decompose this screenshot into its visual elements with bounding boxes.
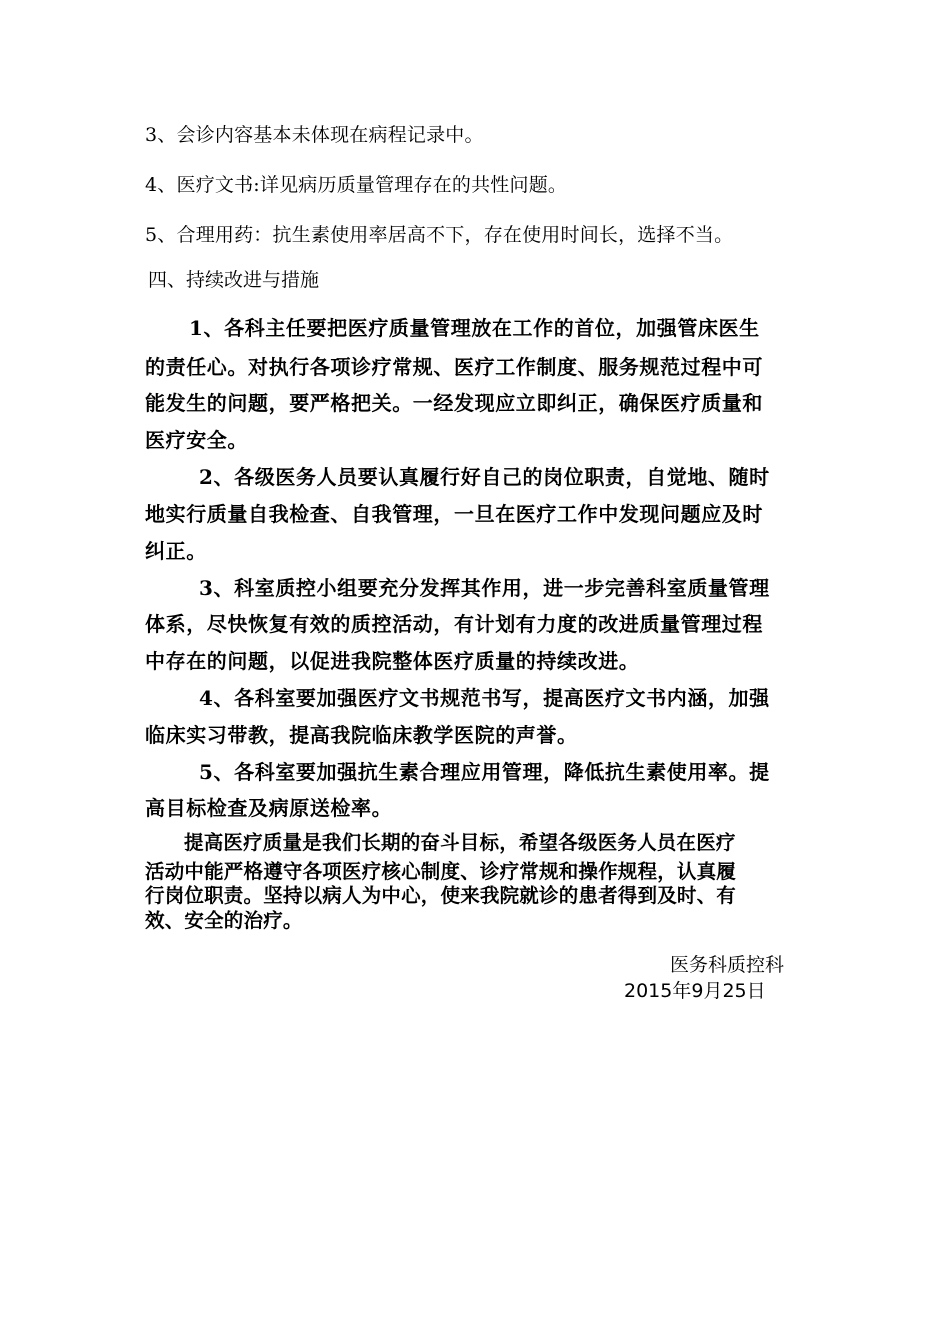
- measure-1-line-1: 1、各科主任要把医疗质量管理放在工作的首位，加强管床医生: [189, 316, 760, 340]
- measure-2-line-2: 地实行质量自我检查、自我管理，一旦在医疗工作中发现问题应及时: [145, 502, 763, 526]
- issue-item-4: 4、医疗文书:详见病历质量管理存在的共性问题。: [145, 174, 568, 196]
- issue-item-3: 3、会诊内容基本未体现在病程记录中。: [145, 124, 484, 146]
- measure-2-line-3: 纠正。: [145, 539, 207, 563]
- measure-3-line-2: 体系，尽快恢复有效的质控活动，有计划有力度的改进质量管理过程: [145, 612, 763, 636]
- measure-1-line-3: 能发生的问题，要严格把关。一经发现应立即纠正，确保医疗质量和: [145, 391, 763, 415]
- measure-1-line-2: 的责任心。对执行各项诊疗常规、医疗工作制度、服务规范过程中可: [145, 355, 763, 379]
- measure-4-line-1: 4、各科室要加强医疗文书规范书写，提高医疗文书内涵，加强: [199, 686, 770, 710]
- measure-1-line-4: 医疗安全。: [145, 428, 248, 452]
- measure-5-line-1: 5、各科室要加强抗生素合理应用管理，降低抗生素使用率。提: [199, 760, 770, 784]
- issue-item-5: 5、合理用药：抗生素使用率居高不下，存在使用时间长，选择不当。: [145, 224, 734, 246]
- signature-department: 医务科质控科: [670, 954, 785, 976]
- closing-line-1: 提高医疗质量是我们长期的奋斗目标，希望各级医务人员在医疗: [184, 831, 736, 854]
- measure-3-line-1: 3、科室质控小组要充分发挥其作用，进一步完善科室质量管理: [199, 576, 770, 600]
- section-heading: 四、持续改进与措施: [148, 269, 320, 291]
- closing-line-2: 活动中能严格遵守各项医疗核心制度、诊疗常规和操作规程，认真履: [145, 860, 737, 883]
- measure-3-line-3: 中存在的问题，以促进我院整体医疗质量的持续改进。: [145, 649, 640, 673]
- measure-2-line-1: 2、各级医务人员要认真履行好自己的岗位职责，自觉地、随时: [199, 465, 770, 489]
- measure-5-line-2: 高目标检查及病原送检率。: [145, 796, 393, 820]
- signature-date: 2015年9月25日: [624, 980, 766, 1002]
- measure-4-line-2: 临床实习带教，提高我院临床教学医院的声誉。: [145, 723, 578, 747]
- closing-line-3: 行岗位职责。坚持以病人为中心，使来我院就诊的患者得到及时、有: [145, 884, 737, 907]
- closing-line-4: 效、安全的治疗。: [145, 909, 303, 932]
